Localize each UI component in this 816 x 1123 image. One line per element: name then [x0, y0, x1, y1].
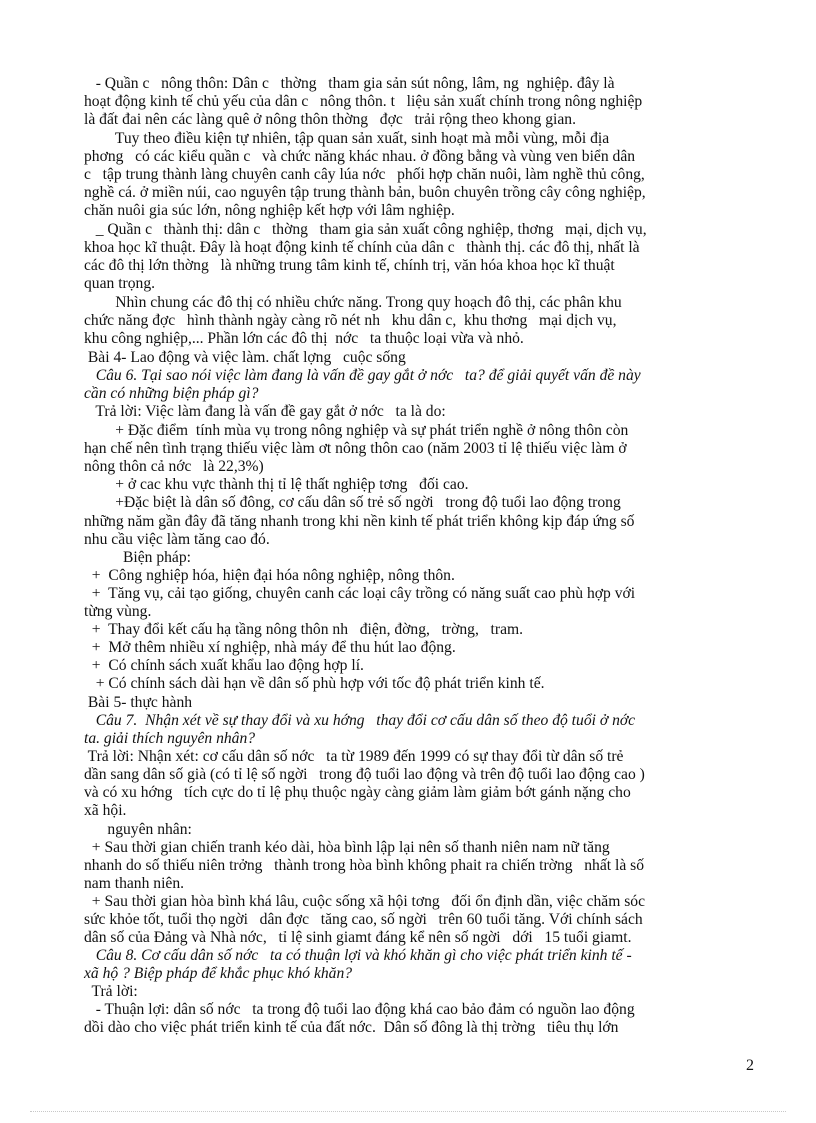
- question-line: cần có những biện pháp gì?: [84, 385, 259, 402]
- text-line: quan trọng.: [84, 275, 156, 292]
- text-line: nam thanh niên.: [84, 875, 185, 892]
- text-line: + Tăng vụ, cải tạo giống, chuyên canh các loại cây trồng có năng suất cao phù hợp với: [84, 585, 636, 602]
- text-line: nghề cá. ở miền núi, cao nguyên tập trung thành bản, buôn chuyên trồng cây công nghiệp,: [84, 184, 646, 201]
- text-line: + Mở thêm nhiều xí nghiệp, nhà máy để thu hút lao động.: [84, 639, 456, 656]
- question-line: Câu 7. Nhận xét về sự thay đổi và xu hớng thay đổi cơ cấu dân số theo độ tuổi ở nớc: [84, 712, 636, 729]
- text-line: +Đặc biệt là dân số đông, cơ cấu dân số trẻ số ngời trong độ tuổi lao động trong: [84, 494, 621, 511]
- text-line: Nhìn chung các đô thị có nhiều chức năng. Trong quy hoạch đô thị, các phân khu: [84, 294, 622, 311]
- text-line: Trả lời: Việc làm đang là vấn đề gay gắt ở nớc ta là do:: [84, 403, 446, 420]
- question-line: Câu 6. Tại sao nói việc làm đang là vấn đề gay gắt ở nớc ta? để giải quyết vấn đề này: [84, 367, 641, 384]
- footer-divider: [30, 1111, 786, 1112]
- text-line: xã hội.: [84, 802, 127, 819]
- text-line: + ở cac khu vực thành thị tỉ lệ thất nghiệp tơng đối cao.: [84, 476, 469, 493]
- text-line: hoạt động kinh tế chủ yếu của dân c nông thôn. t liệu sản xuất chính trong nông nghiệp: [84, 93, 643, 110]
- text-line: hạn chế nên tình trạng thiếu việc làm ơt nông thôn cao (năm 2003 tỉ lệ thiếu việc làm ở: [84, 440, 627, 457]
- text-line: Trả lời:: [84, 983, 138, 1000]
- question-line: Câu 8. Cơ cấu dân số nớc ta có thuận lợi và khó khăn gì cho việc phát triển kinh tế -: [84, 947, 632, 964]
- text-line: - Thuận lợi: dân số nớc ta trong độ tuổi lao động khá cao bảo đảm có nguồn lao động: [84, 1001, 635, 1018]
- text-line: nhu cầu việc làm tăng cao đó.: [84, 531, 270, 548]
- text-line: + Có chính sách dài hạn về dân số phù hợp với tốc độ phát triển kinh tế.: [84, 675, 545, 692]
- text-line: + Sau thời gian chiến tranh kéo dài, hòa bình lập lại nên số thanh niên nam nữ tăng: [84, 839, 610, 856]
- text-line: các đô thị lớn thờng là những trung tâm kinh tế, chính trị, văn hóa khoa học kĩ thuật: [84, 257, 615, 274]
- question-line: ta. giải thích nguyên nhân?: [84, 730, 256, 747]
- text-line: nông thôn cả nớc là 22,3%): [84, 458, 264, 475]
- text-line: là đất đai nên các làng quê ở nông thôn thờng đợc trải rộng theo khong gian.: [84, 111, 576, 128]
- text-line: và có xu hớng tích cực do tỉ lệ phụ thuộc ngày càng giảm làm giảm bớt gánh nặng cho: [84, 784, 631, 801]
- text-line: Trả lời: Nhận xét: cơ cấu dân số nớc ta từ 1989 đến 1999 có sự thay đổi từ dân số trẻ: [84, 748, 624, 765]
- text-line: + Thay đổi kết cấu hạ tầng nông thôn nh điện, đờng, trờng, tram.: [84, 621, 524, 638]
- text-line: từng vùng.: [84, 603, 152, 620]
- text-line: _ Quần c thành thị: dân c thờng tham gia sản xuất công nghiệp, thơng mại, dịch vụ,: [84, 221, 647, 238]
- text-line: nguyên nhân:: [84, 821, 192, 838]
- text-line: phơng có các kiểu quần c và chức năng khác nhau. ở đồng bằng và vùng ven biển dân: [84, 148, 636, 165]
- text-line: những năm gần đây đã tăng nhanh trong khi nền kinh tế phát triển không kịp đáp ứng số: [84, 513, 635, 530]
- text-line: + Công nghiệp hóa, hiện đại hóa nông nghiệp, nông thôn.: [84, 567, 455, 584]
- text-line: dồi dào cho việc phát triển kinh tế của đất nớc. Dân số đông là thị trờng tiêu thụ lớn: [84, 1019, 619, 1036]
- page-number: 2: [746, 1057, 754, 1074]
- text-line: c tập trung thành làng chuyên canh cây lúa nớc phối hợp chăn nuôi, làm nghề thủ công,: [84, 166, 645, 183]
- text-line: chức năng đợc hình thành ngày càng rõ nét nh khu dân c, khu thơng mại dịch vụ,: [84, 312, 617, 329]
- text-line: Biện pháp:: [84, 549, 191, 566]
- text-line: sức khỏe tốt, tuổi thọ ngời dân đợc tăng cao, số ngời trên 60 tuổi tăng. Với chính sách: [84, 911, 643, 928]
- text-line: - Quần c nông thôn: Dân c thờng tham gia sản sút nông, lâm, ng nghiệp. đây là: [84, 75, 615, 92]
- text-line: + Có chính sách xuất khẩu lao động hợp lí.: [84, 657, 364, 674]
- text-line: Bài 5- thực hành: [84, 694, 193, 711]
- text-line: + Sau thời gian hòa bình khá lâu, cuộc sống xã hội tơng đối ổn định dần, việc chăm sóc: [84, 893, 646, 910]
- text-line: dần sang dân số già (có tỉ lệ số ngời trong độ tuổi lao động và trên độ tuổi lao động cao ): [84, 766, 645, 783]
- question-line: xã hộ ? Biệp pháp để khắc phục khó khăn?: [84, 965, 353, 982]
- text-line: nhanh do số thiếu niên trởng thành trong hòa bình không phait ra chiến trờng nhất là số: [84, 857, 645, 874]
- text-line: + Đặc điểm tính mùa vụ trong nông nghiệp và sự phát triển nghề ở nông thôn còn: [84, 422, 629, 439]
- text-line: Bài 4- Lao động và việc làm. chất lợng cuộc sống: [84, 349, 406, 366]
- text-line: dân số của Đảng và Nhà nớc, tỉ lệ sinh giamt đáng kể nên số ngời dới 15 tuổi giamt.: [84, 929, 632, 946]
- text-line: chăn nuôi gia súc lớn, nông nghiệp kết hợp với lâm nghiệp.: [84, 202, 455, 219]
- text-line: khoa học kĩ thuật. Đây là hoạt động kinh tế chính của dân c thành thị. các đô thị, nhất là: [84, 239, 640, 256]
- text-line: Tuy theo điều kiện tự nhiên, tập quan sản xuất, sinh hoạt mà mỗi vùng, mỗi địa: [84, 130, 610, 147]
- text-line: khu công nghiệp,... Phần lớn các đô thị nớc ta thuộc loại vừa và nhỏ.: [84, 330, 524, 347]
